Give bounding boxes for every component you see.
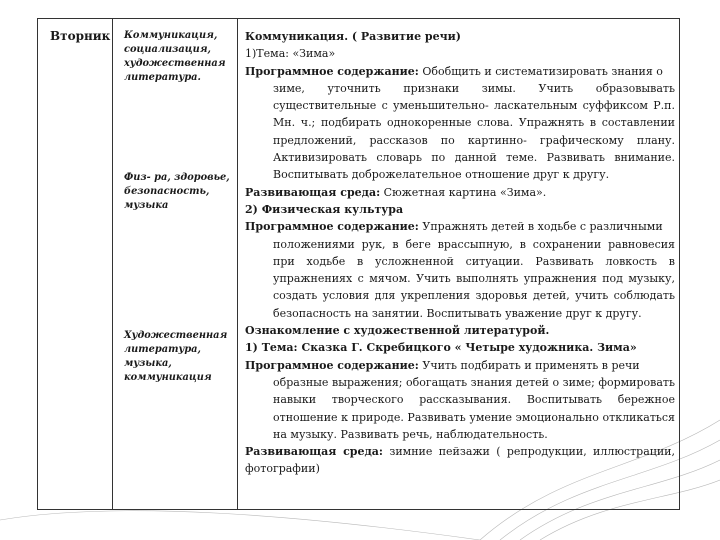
day-label: Вторник [50, 29, 111, 43]
program-content-line: Программное содержание: Учить подбирать и применять в речи [245, 358, 640, 372]
program-content-label: Программное содержание: [245, 358, 419, 372]
column-divider [112, 19, 113, 509]
program-content-label: Программное содержание: [245, 220, 419, 234]
environment-label: Развивающая среда: [245, 445, 383, 459]
section-heading: Коммуникация. ( Развитие речи) [245, 30, 462, 43]
area-label: Физ- ра, здоровье, безопасность, музыка [124, 172, 230, 211]
section-heading: 2) Физическая культура [245, 202, 404, 216]
section-heading: Ознакомление с художественной литературой. [245, 324, 550, 338]
program-content-line: Программное содержание: Обобщить и систематизировать знания о [245, 64, 663, 78]
lesson-content [245, 28, 675, 478]
program-content-text: образные выражения; обогащать знания детей о зиме; формировать навыки творческого рассказывания. Воспитывать бережное отношение к природе. Развивать умение эмоционально откликаться на музыку. Развивать речь, наблюдательность. [273, 375, 675, 441]
program-content-text: зиме, уточнить признаки зимы. Учить образовывать существительные с уменьшительно- ласкательным суффиксом Р.п. Мн. ч.; подбирать однокоренные слова. Упражнять в составлении предложений, рассказов по картинно- графическому плану. Активизировать словарь по данной теме. Развивать внимание. Воспитывать доброжелательное отношение друг к другу. [273, 81, 675, 182]
area-label: Коммуникация, социализация, художественная литература. [124, 30, 226, 83]
program-content-line: Программное содержание: Упражнять детей в ходьбе с различными [245, 220, 663, 234]
topic-line: 1) Тема: Сказка Г. Скребицкого « Четыре художника. Зима» [245, 341, 637, 355]
environment-label: Развивающая среда: [245, 185, 381, 199]
schedule-table [37, 18, 680, 510]
program-content-label: Программное содержание: [245, 64, 419, 78]
column-divider [237, 19, 238, 509]
area-label: Художественная литература, музыка, коммуникация [124, 330, 228, 383]
environment-line: Развивающая среда: зимние пейзажи ( репродукции, иллюстрации, фотографии) [245, 445, 676, 476]
environment-line: Развивающая среда: Сюжетная картина «Зима». [245, 185, 547, 199]
topic-line: 1)Тема: «Зима» [245, 47, 336, 61]
program-content-text: положениями рук, в беге врассыпную, в сохранении равновесия при ходьбе в усложненной ситуации. Развивать ловкость в упражнениях с мячом. Учить выполнять упражнения под музыку, создать условия для укрепления здоровья детей, учить соблюдать безопасность на занятии. Воспитывать уважение друг к другу. [273, 237, 675, 320]
